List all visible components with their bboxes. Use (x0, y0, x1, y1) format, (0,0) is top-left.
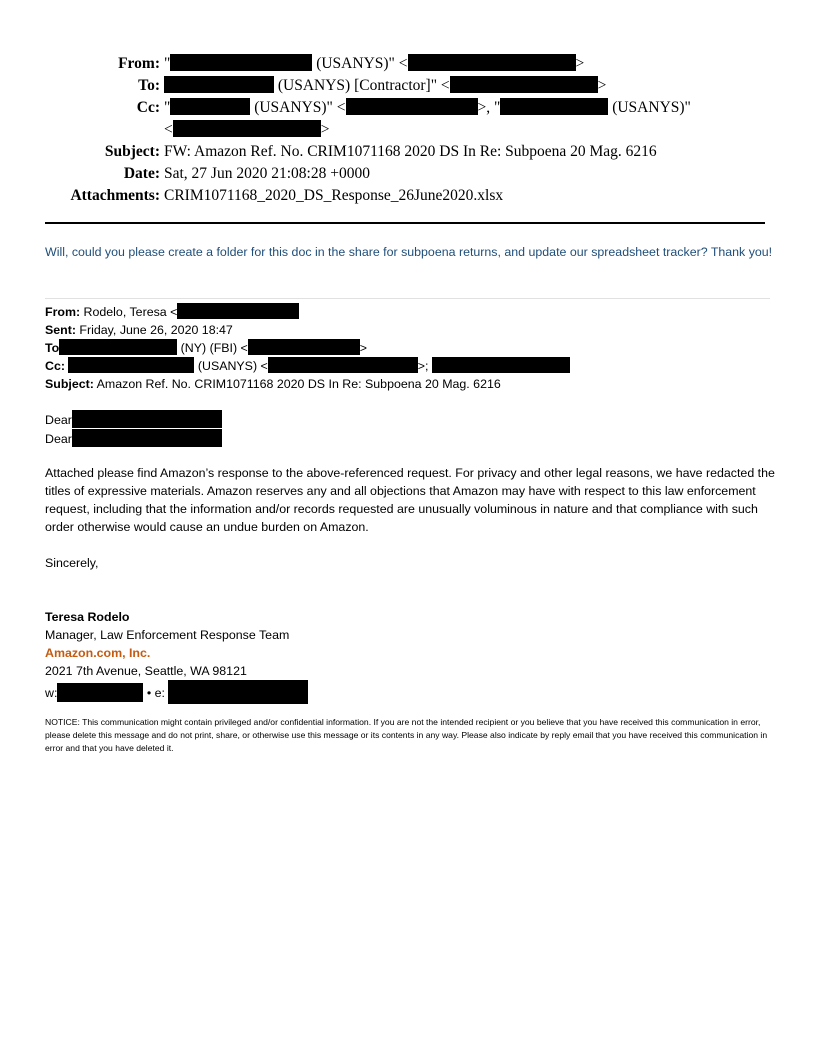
signature-block (45, 608, 308, 704)
email-label: • e: (143, 686, 165, 700)
signature-title: Manager, Law Enforcement Response Team (45, 628, 290, 642)
greeting-line: Dear (45, 413, 72, 427)
redacted-name (164, 76, 274, 93)
cc-close: > (320, 121, 330, 138)
quoted-sent-label: Sent: (45, 323, 76, 337)
quoted-from-label: From: (45, 305, 81, 319)
redacted-email (177, 303, 299, 319)
quoted-subject-row (45, 375, 775, 393)
cc-row-continued (0, 119, 816, 141)
quoted-to-suffix: (NY) (FBI) < (177, 341, 248, 355)
to-suffix: (USANYS) [Contractor]" < (274, 77, 450, 94)
closing: Sincerely, (45, 556, 99, 570)
date-row (0, 163, 816, 185)
to-close: > (597, 77, 607, 94)
redacted-email (168, 680, 308, 704)
greeting (45, 410, 222, 448)
signature-name: Teresa Rodelo (45, 610, 130, 624)
redacted-name (59, 339, 177, 355)
to-row (0, 75, 816, 97)
redacted-name (72, 429, 222, 447)
redacted-name (170, 98, 250, 115)
quoted-cc-suffix: (USANYS) < (194, 359, 268, 373)
email-header (0, 53, 816, 207)
signature-company: Amazon.com, Inc. (45, 646, 151, 660)
header-divider (45, 222, 765, 224)
quoted-from-value: Rodelo, Teresa < (80, 305, 178, 319)
from-quote: " (164, 55, 171, 72)
attachments-row (0, 185, 816, 207)
redacted-email (408, 54, 576, 71)
quoted-subject-value: Amazon Ref. No. CRIM1071168 2020 DS In Re: Subpoena 20 Mag. 6216 (93, 377, 501, 391)
subject-label: Subject: (104, 143, 160, 160)
greeting-line: Dear (45, 432, 72, 446)
message-divider (45, 298, 770, 299)
quoted-to-close: > (359, 341, 368, 355)
signature-address: 2021 7th Avenue, Seattle, WA 98121 (45, 664, 247, 678)
redacted-name (68, 357, 194, 373)
attachments-label: Attachments: (70, 187, 160, 204)
redacted-email (432, 357, 570, 373)
quoted-subject-label: Subject: (45, 377, 94, 391)
redacted-name (500, 98, 608, 115)
redacted-name (72, 410, 222, 428)
quoted-cc-sep: >; (417, 359, 429, 373)
cc-sep: >, " (477, 99, 501, 116)
subject-row (0, 141, 816, 163)
redacted-email (450, 76, 598, 93)
quoted-header (45, 303, 775, 393)
from-suffix: (USANYS)" < (312, 55, 408, 72)
quoted-cc-row (45, 357, 775, 375)
cc-suffix-2: (USANYS)" (608, 99, 691, 116)
redacted-email (346, 98, 478, 115)
phone-label: w: (45, 686, 58, 700)
date-value: Sat, 27 Jun 2020 21:08:28 +0000 (164, 165, 370, 182)
quoted-from-row (45, 303, 775, 321)
cc-suffix: (USANYS)" < (250, 99, 346, 116)
from-row (0, 53, 816, 75)
cc-quote: " (164, 99, 171, 116)
forward-message: Will, could you please create a folder for this doc in the share for subpoena returns, and update our spreadsheet tracker? Thank you! (45, 245, 773, 259)
quoted-to-row (45, 339, 775, 357)
quoted-sent-value: Friday, June 26, 2020 18:47 (75, 323, 233, 337)
redacted-email (173, 120, 321, 137)
from-close: > (575, 55, 585, 72)
confidentiality-notice: NOTICE: This communication might contain privileged and/or confidential information. If you are not the intended recipient or you believe that you have received this communication in error, please delete this message and do not print, share, or otherwise use this message or its contents in any way. Please also indicate by reply email that you have received this communication in error and that you have deleted it. (45, 717, 768, 753)
quoted-to-label: To (45, 341, 60, 355)
redacted-email (248, 339, 360, 355)
signature-contact (45, 680, 308, 704)
attachment-file[interactable]: CRIM1071168_2020_DS_Response_26June2020.xlsx (164, 187, 504, 204)
from-label: From: (118, 55, 160, 72)
cc-open: < (164, 121, 173, 138)
cc-label: Cc: (136, 99, 160, 116)
redacted-name (170, 54, 312, 71)
redacted-email (268, 357, 418, 373)
message-body: Attached please find Amazon’s response to the above-referenced request. For privacy and other legal reasons, we have redacted the titles of expressive materials. Amazon reserves any and all objections that Amazon may have with respect to this law enforcement request, including that the information and/or records requested are unusually voluminous in nature and that compliance with such order otherwise would cause an undue burden on Amazon. (45, 466, 775, 534)
subject-value: FW: Amazon Ref. No. CRIM1071168 2020 DS In Re: Subpoena 20 Mag. 6216 (164, 143, 657, 160)
quoted-sent-row (45, 321, 775, 339)
cc-row (0, 97, 816, 119)
quoted-cc-label: Cc: (45, 359, 65, 373)
to-label: To: (138, 77, 160, 94)
date-label: Date: (123, 165, 160, 182)
redacted-phone (57, 683, 143, 702)
